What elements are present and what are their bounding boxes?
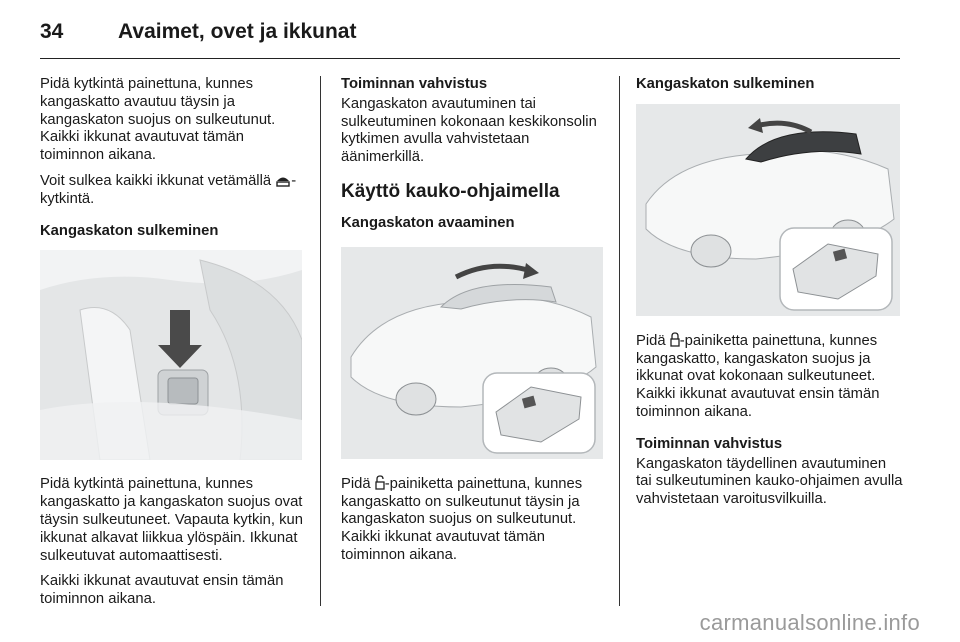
lock-icon (670, 332, 680, 347)
remote-open-text-end: -painiketta painettuna, kunnes kangaskatto on sulkeutunut täysin ja kangaskaton suojus on sulkeutunut. Kaikki ikkunat avautuvat tämän toiminnon aikana. (341, 475, 583, 563)
subhead-close-roof-right: Kangaskaton sulkeminen (636, 76, 815, 92)
unlock-icon (375, 475, 385, 490)
section-title-remote: Käyttö kauko-ohjaimella (341, 180, 560, 202)
subhead-open-roof: Kangaskaton avaaminen (341, 214, 515, 231)
heading-confirmation-middle: Toiminnan vahvistus (341, 76, 488, 92)
window-switch-icon (275, 173, 291, 187)
footer-watermark: carmanualsonline.info (699, 610, 920, 635)
paragraph-confirmation-sound: Kangaskaton avautuminen tai sulkeutuminen kokonaan keskikonsolin kytkimen avulla vahvistetaan äänimerkillä. (341, 95, 597, 166)
console-switch-illustration (40, 250, 302, 460)
chapter-title: Avaimet, ovet ja ikkunat (118, 20, 357, 43)
column-left (40, 76, 308, 617)
column-divider-left (320, 76, 321, 606)
heading-close-roof-left: Kangaskaton sulkeminen (40, 222, 219, 239)
paragraph-remote-open (341, 475, 607, 565)
heading-confirmation-right: Toiminnan vahvistus (636, 435, 783, 452)
column-middle (341, 76, 607, 573)
column-right (636, 76, 904, 517)
paragraph-close-windows (40, 173, 308, 209)
close-windows-text-end: -kytkintä. (40, 172, 297, 207)
page-number: 34 (40, 20, 64, 43)
paragraph-remote-close (636, 332, 904, 422)
remote-close-text-end: -painiketta painettuna, kunnes kangaskatto, kangaskaton suojus ja ikkunat ovat kokonaan sulkeutuneet. Kaikki ikkunat avautuvat ensin tämän toiminnon aikana. (636, 332, 880, 420)
page-header (40, 18, 900, 59)
paragraph-windows-open-first: Kaikki ikkunat avautuvat ensin tämän toiminnon aikana. (40, 573, 284, 608)
column-divider-right (619, 76, 620, 606)
close-windows-text-start: Voit sulkea kaikki ikkunat vetämällä (40, 172, 276, 189)
remote-open-text-start: Pidä (341, 475, 375, 492)
paragraph-open-roof: Pidä kytkintä painettuna, kunnes kangaskatto avautuu täysin ja kangaskaton suojus on sulkeutunut. Kaikki ikkunat avautuvat tämän toiminnon aikana. (40, 76, 276, 164)
car-close-roof-illustration (636, 104, 900, 316)
paragraph-close-roof-switch: Pidä kytkintä painettuna, kunnes kangaskatto ja kangaskaton suojus ovat täysin sulkeutuneet. Vapauta kytkin, kun ikkunat alkavat liikkua ylöspäin. Ikkunat sulkeutuvat automaattisesti. (40, 476, 303, 564)
remote-close-text-start: Pidä (636, 332, 670, 349)
car-open-roof-illustration (341, 247, 603, 459)
paragraph-confirmation-lights: Kangaskaton täydellinen avautuminen tai sulkeutuminen kauko-ohjaimen avulla vahvistetaan varoitusvilkuilla. (636, 455, 903, 508)
